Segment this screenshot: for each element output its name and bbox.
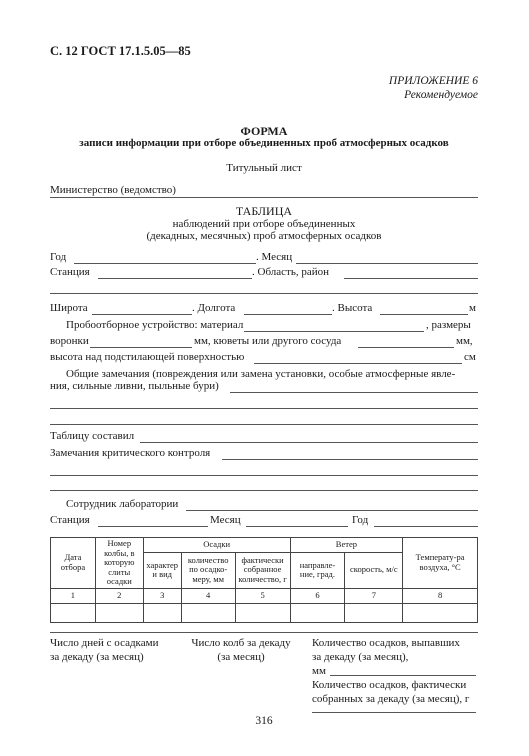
table-cell[interactable] — [290, 603, 345, 622]
region-label: . Область, район — [252, 266, 329, 278]
document-header: С. 12 ГОСТ 17.1.5.05—85 — [50, 44, 191, 58]
days-count-block — [50, 636, 158, 664]
precip-amount-block — [312, 636, 460, 678]
collected-amount-field[interactable] — [312, 712, 476, 713]
height-field[interactable] — [254, 363, 462, 364]
critical-field-1[interactable] — [222, 459, 478, 460]
altitude-label: . Высота — [332, 302, 373, 314]
header-collected: фактически собранное количество, г — [235, 552, 290, 588]
column-number: 8 — [403, 588, 478, 603]
cuvette-label: мм, кюветы или другого сосуда — [194, 335, 342, 347]
precip-amount-label-2: за декаду (за месяц), — [312, 651, 409, 663]
precip-amount-label-1: Количество осадков, выпавших — [312, 637, 460, 649]
header-direction: направле-ние, град. — [290, 552, 345, 588]
header-precipitation: Осадки — [143, 538, 290, 553]
altitude-field[interactable] — [380, 314, 468, 315]
table-title: ТАБЛИЦА — [235, 204, 293, 218]
region-field[interactable] — [344, 278, 478, 279]
height-label: высота над подстилающей поверхностью — [50, 351, 245, 363]
table-cell[interactable] — [235, 603, 290, 622]
column-number: 3 — [143, 588, 181, 603]
days-count-label-1: Число дней с осадками — [50, 637, 159, 649]
form-subtitle: записи информации при отборе объединенных проб атмосферных осадков — [79, 137, 449, 149]
funnel-size-field[interactable] — [90, 347, 192, 348]
flasks-count-label-2: (за месяц) — [217, 651, 265, 663]
column-number: 5 — [235, 588, 290, 603]
year2-label: Год — [352, 514, 369, 526]
header-flask: Номер колбы, в которую слиты осадки — [95, 538, 143, 589]
flasks-count-block — [186, 636, 296, 664]
height-unit: см — [464, 351, 476, 363]
remarks-field-2[interactable] — [50, 408, 478, 409]
table-cell[interactable] — [143, 603, 181, 622]
station2-label: Станция — [50, 514, 90, 526]
longitude-label: . Долгота — [192, 302, 236, 314]
lab-staff-label: Сотрудник лаборатории — [66, 498, 179, 510]
sizes-label: , размеры — [426, 319, 471, 331]
remarks-label-1: Общие замечания (повреждения или замена установки, особые атмосферные явле- — [66, 368, 456, 380]
table-row[interactable] — [51, 603, 478, 622]
days-count-label-2: за декаду (за месяц) — [50, 651, 144, 663]
header-amount: количество по осадко-меру, мм — [181, 552, 235, 588]
month2-field[interactable] — [246, 526, 348, 527]
page-number: 316 — [255, 715, 273, 727]
remarks-field-3[interactable] — [50, 424, 478, 425]
column-number: 2 — [95, 588, 143, 603]
title-sheet-label: Титульный лист — [226, 162, 302, 174]
precip-amount-field[interactable] — [330, 675, 476, 676]
table-header-row-1 — [51, 538, 478, 553]
appendix-label: ПРИЛОЖЕНИЕ 6 — [388, 75, 478, 87]
critical-label: Замечания критического контроля — [50, 447, 211, 459]
observation-table — [50, 537, 478, 623]
form-title: ФОРМА — [240, 124, 288, 138]
table-cell[interactable] — [345, 603, 403, 622]
station2-field[interactable] — [98, 526, 208, 527]
column-number: 7 — [345, 588, 403, 603]
ministry-label: Министерство (ведомство) — [50, 184, 176, 196]
collected-amount-label-1: Количество осадков, фактически — [312, 679, 467, 691]
appendix-block — [389, 74, 478, 102]
header-wind: Ветер — [290, 538, 403, 553]
year2-field[interactable] — [374, 526, 478, 527]
summary-divider — [50, 632, 478, 633]
header-temperature: Температу-ра воздуха, °С — [403, 538, 478, 589]
table-title-line2: (декадных, месячных) проб атмосферных осадков — [146, 230, 382, 242]
station-field[interactable] — [98, 278, 252, 279]
lab-staff-field[interactable] — [186, 510, 478, 511]
table-cell[interactable] — [51, 603, 96, 622]
month2-label: Месяц — [210, 514, 241, 526]
compiled-label: Таблицу составил — [50, 430, 135, 442]
cuvette-size-field[interactable] — [358, 347, 454, 348]
header-speed: скорость, м/с — [345, 552, 403, 588]
month-field[interactable] — [296, 263, 478, 264]
altitude-unit: м — [469, 302, 476, 314]
remarks-field-1[interactable] — [230, 392, 478, 393]
station-label: Станция — [50, 266, 90, 278]
table-number-row — [51, 588, 478, 603]
latitude-field[interactable] — [92, 314, 192, 315]
precip-amount-unit: мм — [312, 665, 326, 677]
sampler-label: Пробоотборное устройство: материал — [66, 319, 244, 331]
compiled-field[interactable] — [140, 442, 478, 443]
ministry-underline — [50, 197, 478, 198]
remarks-label-2: ния, сильные ливни, пыльные бури) — [50, 380, 219, 392]
year-label: Год — [50, 251, 67, 263]
cuvette-unit: мм, — [456, 335, 473, 347]
table-cell[interactable] — [95, 603, 143, 622]
header-date: Дата отбора — [51, 538, 96, 589]
column-number: 1 — [51, 588, 96, 603]
column-number: 4 — [181, 588, 235, 603]
funnel-label: воронки — [50, 335, 89, 347]
table-title-line1: наблюдений при отборе объединенных — [172, 218, 356, 230]
longitude-field[interactable] — [244, 314, 332, 315]
region-field-continuation[interactable] — [50, 293, 478, 294]
collected-amount-block — [312, 678, 469, 706]
column-number: 6 — [290, 588, 345, 603]
table-cell[interactable] — [181, 603, 235, 622]
collected-amount-label-2: собранных за декаду (за месяц), г — [312, 693, 470, 705]
appendix-note: Рекомендуемое — [404, 89, 478, 101]
header-character: характер и вид — [143, 552, 181, 588]
table-cell[interactable] — [403, 603, 478, 622]
latitude-label: Широта — [50, 302, 88, 314]
sampler-material-field[interactable] — [244, 331, 424, 332]
year-field[interactable] — [74, 263, 256, 264]
month-label: . Месяц — [256, 251, 293, 263]
critical-field-2[interactable] — [50, 475, 478, 476]
critical-field-3[interactable] — [50, 490, 478, 491]
flasks-count-label-1: Число колб за декаду — [191, 637, 291, 649]
